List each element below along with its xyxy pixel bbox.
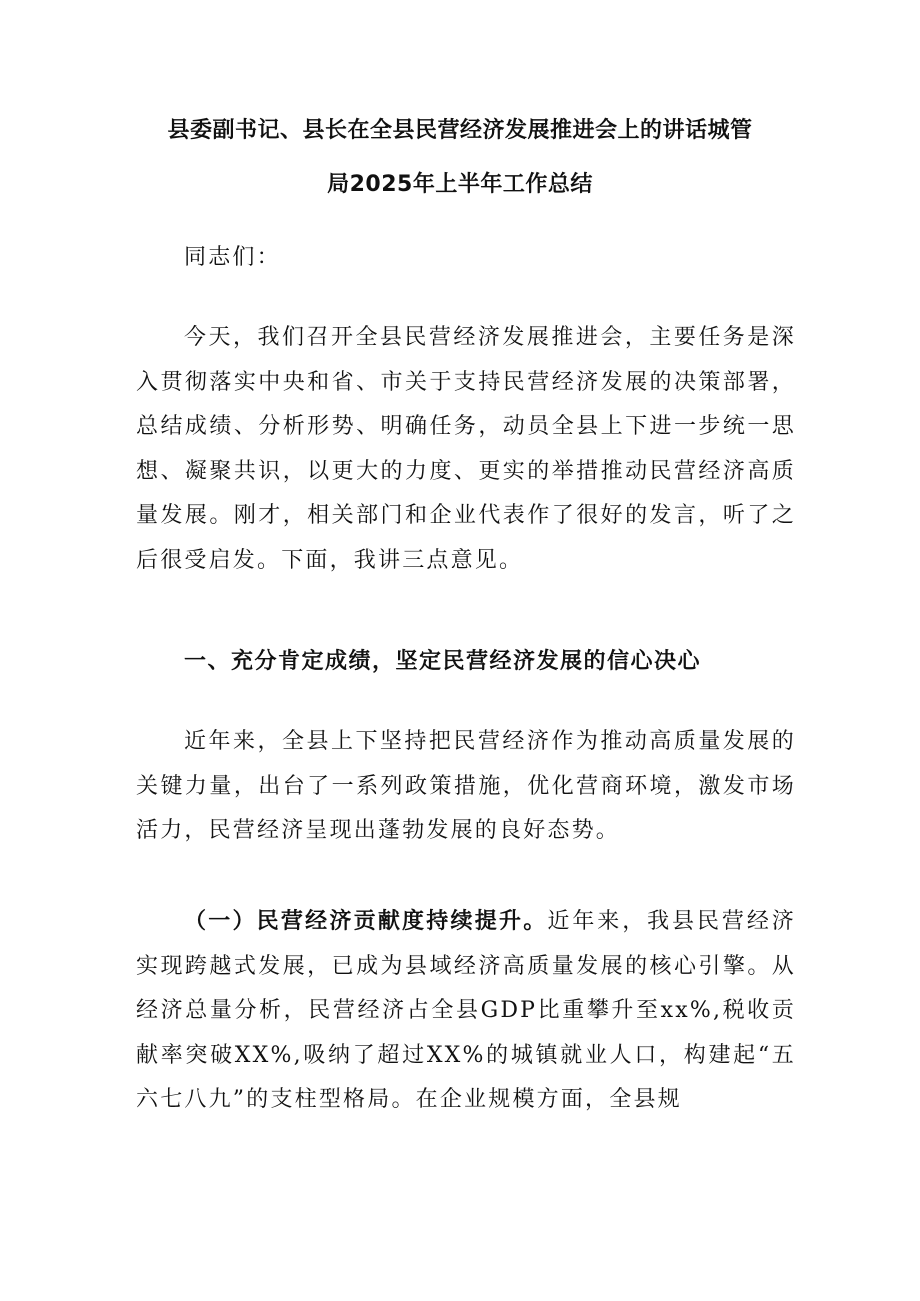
- subsection-1-body: 近年来，我县民营经济实现跨越式发展，已成为县域经济高质量发展的核心引擎。从经济总量分析，民营经济占全县GDP比重攀升至xx%,税收贡献率突破XX%,吸纳了超过XX%的城镇就业人口，构建起“五六七八九”的支柱型格局。在企业规模方面，全县规: [136, 909, 796, 1112]
- subsection-1-lead: （一）民营经济贡献度持续提升。: [184, 909, 548, 934]
- section-heading-1: 一、充分肯定成绩，坚定民营经济发展的信心决心: [184, 649, 702, 674]
- title-line-1: 县委副书记、县长在全县民营经济发展推进会上的讲话城管: [167, 118, 753, 143]
- greeting: 同志们：: [184, 245, 281, 270]
- paragraph-section-1-intro: 近年来，全县上下坚持把民营经济作为推动高质量发展的关键力量，出台了一系列政策措施，优化营商环境，激发市场活力，民营经济呈现出蓬勃发展的良好态势。: [136, 729, 796, 843]
- paragraph-subsection-1: [136, 900, 796, 1123]
- document-title: [120, 104, 800, 212]
- paragraph-opening: 今天，我们召开全县民营经济发展推进会，主要任务是深入贯彻落实中央和省、市关于支持民营经济发展的决策部署，总结成绩、分析形势、明确任务，动员全县上下进一步统一思想、凝聚共识，以更大的力度、更实的举措推动民营经济高质量发展。刚才，相关部门和企业代表作了很好的发言，听了之后很受启发。下面，我讲三点意见。: [136, 325, 796, 573]
- title-line-2: 局2025年上半年工作总结: [327, 172, 593, 197]
